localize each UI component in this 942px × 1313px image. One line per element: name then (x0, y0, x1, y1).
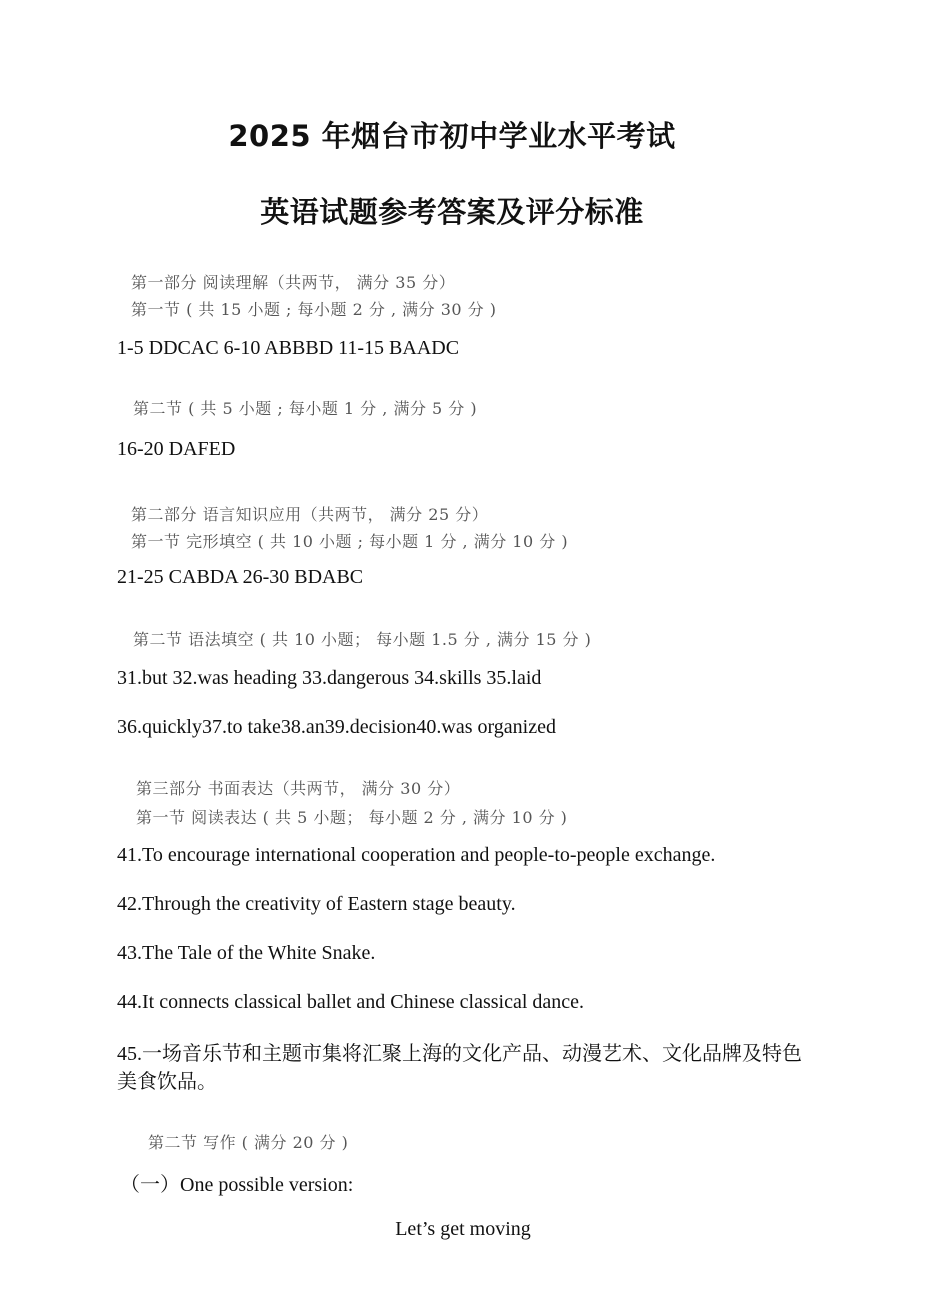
part2-section1-answers: 21-25 CABDA 26-30 BDABC (117, 566, 364, 588)
answer-42: 42.Through the creativity of Eastern stage beauty. (117, 893, 516, 915)
part2-heading: 第二部分 语言知识应用（共两节， 满分 25 分） (131, 505, 489, 524)
part3-section2-heading: 第二节 写作 ( 满分 20 分 ) (148, 1133, 349, 1152)
page-subtitle: 英语试题参考答案及评分标准 (260, 195, 644, 229)
part2-section2-heading: 第二节 语法填空 ( 共 10 小题； 每小题 1.5 分 , 满分 15 分 ) (133, 630, 592, 649)
part1-section2-heading: 第二节 ( 共 5 小题 ; 每小题 1 分 , 满分 5 分 ) (133, 399, 478, 418)
part3-heading: 第三部分 书面表达（共两节， 满分 30 分） (136, 779, 461, 798)
answer-43: 43.The Tale of the White Snake. (117, 942, 376, 964)
part1-section2-answers: 16-20 DAFED (117, 438, 236, 460)
part3-section1-heading: 第一节 阅读表达 ( 共 5 小题； 每小题 2 分 , 满分 10 分 ) (136, 808, 568, 827)
answer-41: 41.To encourage international cooperation and people-to-people exchange. (117, 844, 716, 866)
part2-section2-answers-line2: 36.quickly37.to take38.an39.decision40.was organized (117, 716, 556, 738)
essay-title: Let’s get moving (395, 1218, 531, 1240)
page-title: 2025 年烟台市初中学业水平考试 (228, 119, 676, 153)
answer-45: 45.一场音乐节和主题市集将汇聚上海的文化产品、动漫艺术、文化品牌及特色美食饮品。 (117, 1043, 802, 1093)
part1-heading: 第一部分 阅读理解（共两节， 满分 35 分） (131, 273, 456, 292)
version-label: （一）One possible version: (120, 1174, 354, 1196)
answer-44: 44.It connects classical ballet and Chinese classical dance. (117, 991, 585, 1013)
part2-section1-heading: 第一节 完形填空 ( 共 10 小题 ; 每小题 1 分 , 满分 10 分 ) (131, 532, 569, 551)
part2-section2-answers-line1: 31.but 32.was heading 33.dangerous 34.skills 35.laid (117, 667, 542, 689)
part1-section1-heading: 第一节 ( 共 15 小题 ; 每小题 2 分 , 满分 30 分 ) (131, 300, 497, 319)
part1-section1-answers: 1-5 DDCAC 6-10 ABBBD 11-15 BAADC (117, 337, 460, 359)
